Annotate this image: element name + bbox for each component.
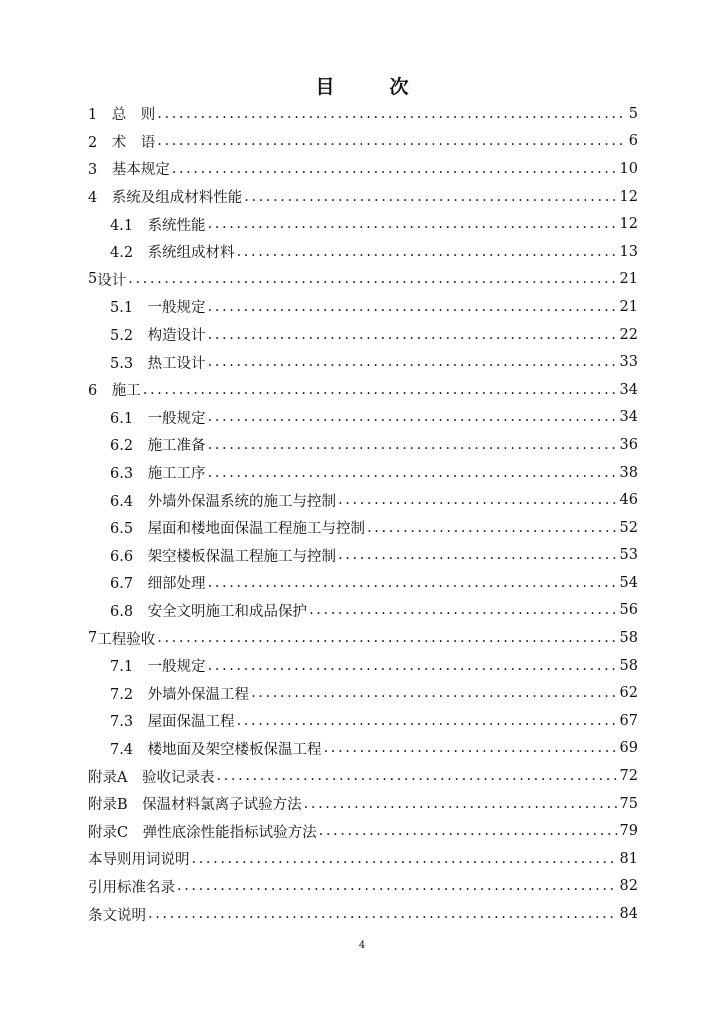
toc-entry-label: 楼地面及架空楼板保温工程 bbox=[147, 741, 322, 758]
toc-entry-page: 58 bbox=[619, 630, 638, 647]
toc-entry[interactable] bbox=[88, 348, 638, 376]
toc-entry-page: 21 bbox=[619, 298, 638, 315]
toc-leader-dots bbox=[208, 216, 618, 232]
toc-leader-dots bbox=[338, 492, 617, 508]
toc-entry-label: 术 语 bbox=[111, 134, 156, 151]
toc-entry-label: 施工工序 bbox=[147, 466, 206, 483]
toc-entry-number: 7.1 bbox=[110, 659, 148, 676]
toc-entry-label: 本导则用词说明 bbox=[88, 852, 190, 869]
toc-entry-number: 7.3 bbox=[110, 714, 148, 731]
toc-leader-dots bbox=[324, 740, 618, 756]
toc-entry-page: 62 bbox=[619, 685, 638, 702]
toc-entry-page: 22 bbox=[619, 326, 638, 343]
toc-entry[interactable] bbox=[88, 514, 638, 542]
toc-leader-dots bbox=[208, 299, 618, 315]
toc-leader-dots bbox=[208, 658, 618, 674]
toc-entry-number: 6.8 bbox=[110, 603, 148, 620]
toc-entry-number: 5.1 bbox=[110, 300, 148, 317]
toc-leader-dots bbox=[208, 409, 618, 425]
toc-leader-dots bbox=[367, 520, 617, 536]
toc-entry-number: 5.2 bbox=[110, 328, 148, 345]
toc-entry-number: 6.6 bbox=[110, 548, 148, 565]
toc-entry-number: 4.1 bbox=[110, 217, 148, 234]
toc-entry-number: 附录A bbox=[88, 769, 142, 786]
toc-entry-label: 引用标准名录 bbox=[88, 879, 175, 896]
toc-entry-page: 33 bbox=[619, 354, 638, 371]
toc-entry[interactable] bbox=[88, 238, 638, 266]
toc-entry-page: 79 bbox=[619, 823, 638, 840]
toc-entry[interactable] bbox=[88, 100, 638, 128]
toc-entry-page: 72 bbox=[619, 768, 638, 785]
toc-leader-dots bbox=[157, 133, 626, 149]
toc-leader-dots bbox=[216, 768, 617, 784]
toc-entry-label: 细部处理 bbox=[147, 576, 206, 593]
toc-entry-number: 附录C bbox=[88, 824, 143, 841]
toc-leader-dots bbox=[177, 878, 618, 894]
toc-entry-page: 5 bbox=[628, 105, 638, 122]
toc-entry[interactable] bbox=[88, 431, 638, 459]
toc-entry-label: 总 则 bbox=[111, 107, 156, 124]
toc-entry-page: 56 bbox=[619, 602, 638, 619]
toc-entry-page: 21 bbox=[619, 271, 638, 288]
toc-entry[interactable] bbox=[88, 652, 638, 680]
toc-entry[interactable] bbox=[88, 597, 638, 625]
toc-entry-label: 工程验收 bbox=[97, 631, 156, 648]
toc-entry[interactable] bbox=[88, 762, 638, 790]
toc-entry-page: 46 bbox=[619, 492, 638, 509]
toc-entry[interactable] bbox=[88, 321, 638, 349]
toc-entry[interactable] bbox=[88, 404, 638, 432]
toc-leader-dots bbox=[143, 382, 618, 398]
toc-entry-page: 52 bbox=[619, 519, 638, 536]
toc-leader-dots bbox=[192, 851, 618, 867]
toc-entry-label: 构造设计 bbox=[147, 328, 206, 345]
toc-entry-label: 外墙外保温工程 bbox=[147, 686, 250, 703]
toc-entry-number: 6.3 bbox=[110, 466, 148, 483]
toc-leader-dots bbox=[237, 713, 618, 729]
toc-entry-label: 基本规定 bbox=[111, 162, 170, 179]
toc-entry-page: 67 bbox=[619, 712, 638, 729]
toc-entry-page: 58 bbox=[619, 657, 638, 674]
toc-entry-number: 1 bbox=[88, 107, 112, 124]
table-of-contents bbox=[88, 100, 638, 928]
toc-leader-dots bbox=[157, 106, 626, 122]
toc-entry[interactable] bbox=[88, 569, 638, 597]
toc-entry-label: 系统组成材料 bbox=[147, 245, 235, 262]
toc-entry[interactable] bbox=[88, 900, 638, 928]
toc-entry[interactable] bbox=[88, 542, 638, 570]
toc-entry[interactable] bbox=[88, 790, 638, 818]
toc-entry-number: 7.2 bbox=[110, 686, 148, 703]
toc-entry-page: 53 bbox=[619, 547, 638, 564]
toc-entry-number: 5 bbox=[88, 271, 98, 288]
toc-entry[interactable] bbox=[88, 735, 638, 763]
toc-entry-page: 6 bbox=[628, 133, 638, 150]
toc-entry-label: 施工准备 bbox=[147, 438, 206, 455]
toc-leader-dots bbox=[157, 630, 617, 646]
toc-entry[interactable] bbox=[88, 707, 638, 735]
toc-entry-label: 屋面和楼地面保温工程施工与控制 bbox=[147, 521, 366, 538]
toc-entry-label: 安全文明施工和成品保护 bbox=[147, 603, 308, 620]
toc-entry[interactable] bbox=[88, 459, 638, 487]
toc-leader-dots bbox=[208, 327, 618, 343]
toc-entry-label: 验收记录表 bbox=[141, 769, 215, 786]
toc-entry-page: 69 bbox=[619, 740, 638, 757]
toc-entry-label: 系统性能 bbox=[147, 217, 206, 234]
toc-entry-page: 75 bbox=[619, 795, 638, 812]
toc-entry-number: 6.2 bbox=[110, 438, 148, 455]
toc-entry-number: 7.4 bbox=[110, 741, 148, 758]
toc-entry[interactable] bbox=[88, 293, 638, 321]
toc-entry-label: 一般规定 bbox=[147, 659, 206, 676]
toc-entry-number: 6.7 bbox=[110, 576, 148, 593]
toc-leader-dots bbox=[208, 465, 618, 481]
toc-entry[interactable] bbox=[88, 128, 638, 156]
toc-leader-dots bbox=[304, 796, 618, 812]
toc-entry-number: 6.1 bbox=[110, 410, 148, 427]
toc-entry-number: 4 bbox=[88, 190, 112, 207]
toc-entry-number: 5.3 bbox=[110, 355, 148, 372]
toc-entry-page: 12 bbox=[619, 216, 638, 233]
toc-entry-page: 13 bbox=[619, 243, 638, 260]
toc-entry[interactable] bbox=[88, 266, 638, 294]
toc-leader-dots bbox=[208, 437, 618, 453]
toc-leader-dots bbox=[148, 906, 618, 922]
toc-entry-label: 保温材料氯离子试验方法 bbox=[142, 797, 302, 814]
toc-leader-dots bbox=[208, 575, 618, 591]
toc-leader-dots bbox=[251, 685, 617, 701]
toc-entry[interactable] bbox=[88, 873, 638, 901]
toc-entry[interactable] bbox=[88, 376, 638, 404]
toc-entry-page: 84 bbox=[619, 906, 638, 923]
toc-entry[interactable] bbox=[88, 155, 638, 183]
toc-entry-page: 34 bbox=[619, 409, 638, 426]
toc-entry-number: 4.2 bbox=[110, 245, 148, 262]
toc-entry-label: 施工 bbox=[111, 383, 141, 400]
page-number: 4 bbox=[358, 940, 366, 951]
toc-entry-number: 3 bbox=[88, 162, 112, 179]
toc-entry-page: 38 bbox=[619, 464, 638, 481]
toc-entry-label: 外墙外保温系统的施工与控制 bbox=[147, 493, 337, 510]
toc-leader-dots bbox=[128, 271, 617, 287]
toc-entry-label: 一般规定 bbox=[147, 410, 206, 427]
toc-entry-number: 2 bbox=[88, 134, 112, 151]
toc-entry-label: 弹性底涂性能指标试验方法 bbox=[142, 824, 317, 841]
toc-entry[interactable] bbox=[88, 679, 638, 707]
toc-entry-number: 6.4 bbox=[110, 493, 148, 510]
toc-entry-number: 6 bbox=[88, 383, 112, 400]
toc-entry-page: 54 bbox=[619, 574, 638, 591]
toc-leader-dots bbox=[208, 354, 618, 370]
toc-leader-dots bbox=[338, 547, 617, 563]
toc-entry-number: 6.5 bbox=[110, 521, 148, 538]
toc-entry-label: 热工设计 bbox=[147, 355, 206, 372]
toc-leader-dots bbox=[309, 602, 617, 618]
toc-entry[interactable] bbox=[88, 817, 638, 845]
toc-entry-label: 设计 bbox=[97, 272, 127, 289]
toc-leader-dots bbox=[319, 823, 618, 839]
toc-entry[interactable] bbox=[88, 183, 638, 211]
toc-entry-label: 架空楼板保温工程施工与控制 bbox=[147, 548, 337, 565]
toc-entry-page: 12 bbox=[619, 188, 638, 205]
toc-leader-dots bbox=[237, 244, 618, 260]
toc-entry-page: 36 bbox=[619, 436, 638, 453]
toc-entry[interactable] bbox=[88, 845, 638, 873]
toc-entry[interactable] bbox=[88, 486, 638, 514]
toc-entry-number: 附录B bbox=[88, 797, 143, 814]
toc-leader-dots bbox=[244, 189, 617, 205]
toc-entry-label: 系统及组成材料性能 bbox=[111, 190, 243, 207]
toc-entry-page: 81 bbox=[619, 850, 638, 867]
toc-entry-label: 一般规定 bbox=[147, 300, 206, 317]
toc-entry-label: 条文说明 bbox=[88, 907, 146, 924]
toc-entry-page: 82 bbox=[619, 878, 638, 895]
toc-entry[interactable] bbox=[88, 624, 638, 652]
toc-entry-number: 7 bbox=[88, 630, 98, 647]
toc-entry-page: 10 bbox=[619, 160, 638, 177]
toc-leader-dots bbox=[172, 161, 618, 177]
toc-entry-page: 34 bbox=[619, 381, 638, 398]
page-title: 目 次 bbox=[315, 76, 427, 98]
toc-entry[interactable] bbox=[88, 210, 638, 238]
toc-entry-label: 屋面保温工程 bbox=[147, 714, 235, 731]
